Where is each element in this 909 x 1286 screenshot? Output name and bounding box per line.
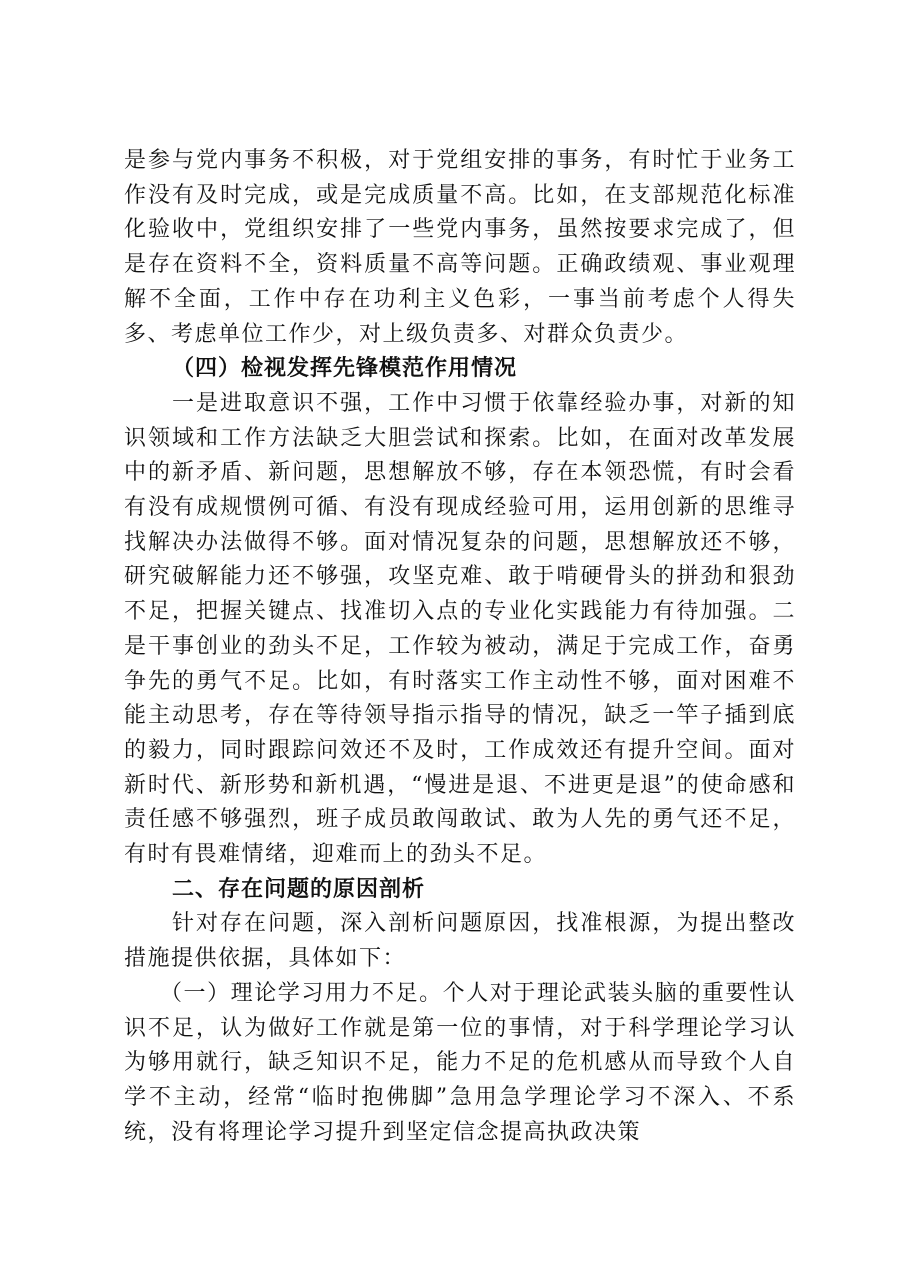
body-paragraph-continued: 是参与党内事务不积极，对于党组安排的事务，有时忙于业务工作没有及时完成，或是完成质量不高。比如，在支部规范化标准化验收中，党组织安排了一些党内事务，虽然按要求完成了，但是存在资料不全，资料质量不高等问题。正确政绩观、事业观理解不全面，工作中存在功利主义色彩，一事当前考虑个人得失多、考虑单位工作少，对上级负责多、对群众负责少。 — [124, 148, 796, 347]
document-body — [124, 144, 796, 1150]
section-heading-four: （四）检视发挥先锋模范作用情况 — [172, 356, 518, 382]
body-paragraph-vanguard: 一是进取意识不强，工作中习惯于依靠经验办事，对新的知识领域和工作方法缺乏大胆尝试和探索。比如，在面对改革发展中的新矛盾、新问题，思想解放不够，存在本领恐慌，有时会看有没有成规惯例可循、有没有现成经验可用，运用创新的思维寻找解决办法做得不够。面对情况复杂的问题，思想解放还不够，研究破解能力还不够强，攻坚克难、敢于啃硬骨头的拼劲和狠劲不足，把握关键点、找准切入点的专业化实践能力有待加强。二是干事创业的劲头不足，工作较为被动，满足于完成工作，奋勇争先的勇气不足。比如，有时落实工作主动性不够，面对困难不能主动思考，存在等待领导指示指导的情况，缺乏一竿子插到底的毅力，同时跟踪问效还不及时，工作成效还有提升空间。面对新时代、新形势和新机遇，“慢进是退、不进更是退”的使命感和责任感不够强烈，班子成员敢闯敢试、敢为人先的勇气还不足，有时有畏难情绪，迎难而上的劲头不足。 — [124, 390, 796, 868]
section-heading-cause-analysis: 二、存在问题的原因剖析 — [172, 876, 426, 902]
body-paragraph-intro: 针对存在问题，深入剖析问题原因，找准根源，为提出整改措施提供依据，具体如下： — [124, 911, 796, 972]
body-paragraph-theory-study: （一）理论学习用力不足。个人对于理论武装头脑的重要性认识不足，认为做好工作就是第一位的事情，对于科学理论学习认为够用就行，缺乏知识不足，能力不足的危机感从而导致个人自学不主动，经常“临时抱佛脚”急用急学理论学习不深入、不系统，没有将理论学习提升到坚定信念提高执政决策 — [124, 980, 796, 1145]
